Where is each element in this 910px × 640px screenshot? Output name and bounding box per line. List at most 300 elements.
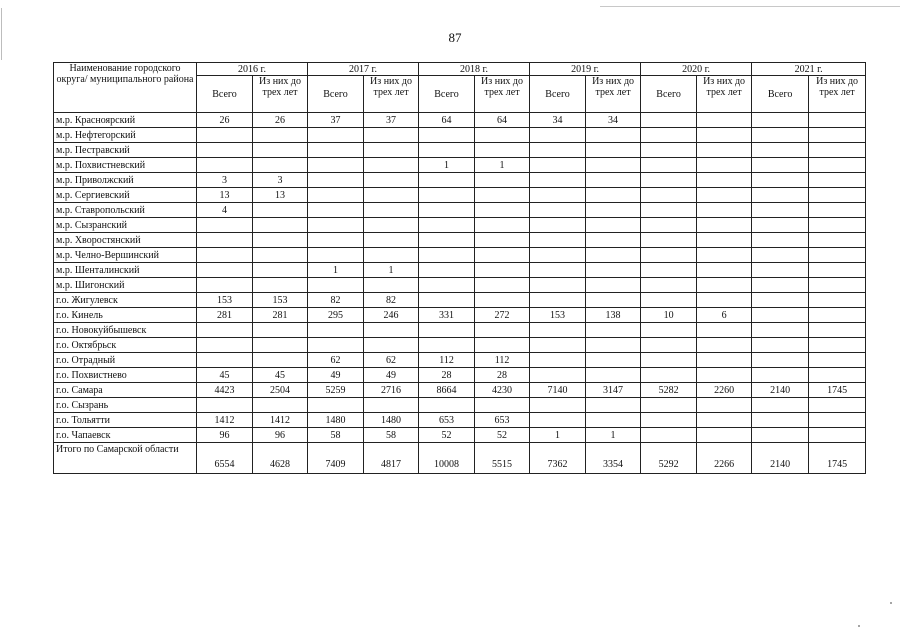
value-cell-under3 <box>697 398 752 413</box>
column-header-year: 2020 г. <box>641 63 752 76</box>
value-cell-total <box>641 278 697 293</box>
value-cell-under3 <box>809 128 866 143</box>
value-cell-under3: 653 <box>475 413 530 428</box>
value-cell-total <box>308 143 364 158</box>
table-row <box>54 143 866 158</box>
value-cell-under3: 4817 <box>364 443 419 474</box>
header-year-row <box>54 63 866 76</box>
value-cell-total <box>419 263 475 278</box>
value-cell-under3 <box>253 353 308 368</box>
value-cell-total <box>419 338 475 353</box>
value-cell-total: 64 <box>419 113 475 128</box>
value-cell-total <box>308 278 364 293</box>
value-cell-total <box>197 158 253 173</box>
value-cell-under3 <box>697 203 752 218</box>
value-cell-under3 <box>475 128 530 143</box>
value-cell-under3 <box>475 338 530 353</box>
value-cell-total <box>530 293 586 308</box>
value-cell-total <box>752 188 809 203</box>
value-cell-total <box>419 143 475 158</box>
value-cell-under3 <box>586 143 641 158</box>
value-cell-total <box>641 323 697 338</box>
value-cell-total <box>197 233 253 248</box>
value-cell-total: 153 <box>530 308 586 323</box>
value-cell-under3: 1 <box>475 158 530 173</box>
table-row <box>54 233 866 248</box>
table-row <box>54 188 866 203</box>
value-cell-under3 <box>586 233 641 248</box>
value-cell-under3 <box>697 128 752 143</box>
value-cell-under3 <box>364 188 419 203</box>
value-cell-total <box>641 263 697 278</box>
value-cell-under3 <box>586 368 641 383</box>
value-cell-total <box>530 188 586 203</box>
value-cell-under3 <box>364 128 419 143</box>
value-cell-under3: 1745 <box>809 443 866 474</box>
value-cell-total <box>752 233 809 248</box>
table-row <box>54 413 866 428</box>
value-cell-total <box>530 203 586 218</box>
table-row <box>54 248 866 263</box>
value-cell-total <box>197 128 253 143</box>
value-cell-total: 82 <box>308 293 364 308</box>
value-cell-total <box>197 218 253 233</box>
value-cell-under3 <box>697 428 752 443</box>
value-cell-under3 <box>253 263 308 278</box>
district-name: м.р. Похвистневский <box>54 158 197 173</box>
value-cell-under3 <box>809 263 866 278</box>
value-cell-total: 26 <box>197 113 253 128</box>
value-cell-total <box>419 218 475 233</box>
value-cell-under3 <box>809 398 866 413</box>
table-row <box>54 278 866 293</box>
district-name: г.о. Новокуйбышевск <box>54 323 197 338</box>
district-name: г.о. Сызрань <box>54 398 197 413</box>
column-header-total: Всего <box>752 76 809 113</box>
value-cell-total <box>419 398 475 413</box>
value-cell-total <box>752 413 809 428</box>
value-cell-total <box>419 203 475 218</box>
column-header-year: 2019 г. <box>530 63 641 76</box>
value-cell-under3 <box>253 158 308 173</box>
value-cell-under3: 246 <box>364 308 419 323</box>
value-cell-total <box>197 278 253 293</box>
value-cell-total <box>419 293 475 308</box>
value-cell-under3: 2716 <box>364 383 419 398</box>
value-cell-total: 37 <box>308 113 364 128</box>
value-cell-under3: 26 <box>253 113 308 128</box>
value-cell-under3: 5515 <box>475 443 530 474</box>
column-header-total: Всего <box>641 76 697 113</box>
value-cell-total <box>641 338 697 353</box>
value-cell-total <box>752 428 809 443</box>
value-cell-total <box>419 173 475 188</box>
value-cell-under3: 272 <box>475 308 530 323</box>
value-cell-total <box>641 353 697 368</box>
table-row <box>54 203 866 218</box>
value-cell-under3 <box>697 218 752 233</box>
value-cell-total <box>530 143 586 158</box>
district-name: м.р. Челно-Вершинский <box>54 248 197 263</box>
value-cell-total: 4423 <box>197 383 253 398</box>
district-name: м.р. Пестравский <box>54 143 197 158</box>
district-name: г.о. Кинель <box>54 308 197 323</box>
value-cell-total <box>641 368 697 383</box>
value-cell-total <box>752 263 809 278</box>
value-cell-total <box>308 158 364 173</box>
value-cell-under3 <box>475 218 530 233</box>
value-cell-under3 <box>697 338 752 353</box>
value-cell-total <box>308 218 364 233</box>
value-cell-under3 <box>253 338 308 353</box>
value-cell-under3 <box>253 248 308 263</box>
value-cell-under3: 4628 <box>253 443 308 474</box>
value-cell-under3: 1 <box>586 428 641 443</box>
value-cell-total <box>419 278 475 293</box>
value-cell-total: 7362 <box>530 443 586 474</box>
value-cell-under3 <box>475 263 530 278</box>
value-cell-total: 34 <box>530 113 586 128</box>
value-cell-total <box>752 353 809 368</box>
value-cell-total: 49 <box>308 368 364 383</box>
table-row <box>54 383 866 398</box>
table-row <box>54 308 866 323</box>
value-cell-under3: 37 <box>364 113 419 128</box>
value-cell-under3 <box>809 308 866 323</box>
value-cell-total: 58 <box>308 428 364 443</box>
value-cell-under3 <box>809 233 866 248</box>
district-name: м.р. Приволжский <box>54 173 197 188</box>
value-cell-total <box>752 338 809 353</box>
district-name: г.о. Октябрьск <box>54 338 197 353</box>
column-header-name: Наименование городского округа/ муниципального района <box>54 63 197 113</box>
value-cell-under3 <box>475 233 530 248</box>
value-cell-under3 <box>697 188 752 203</box>
value-cell-total <box>197 323 253 338</box>
value-cell-under3 <box>253 203 308 218</box>
column-header-under3: Из них до трех лет <box>475 76 530 113</box>
value-cell-under3: 45 <box>253 368 308 383</box>
column-header-year: 2018 г. <box>419 63 530 76</box>
value-cell-under3 <box>253 278 308 293</box>
value-cell-under3 <box>364 323 419 338</box>
value-cell-under3: 58 <box>364 428 419 443</box>
table-row <box>54 353 866 368</box>
district-name: м.р. Хворостянский <box>54 233 197 248</box>
value-cell-under3 <box>475 173 530 188</box>
value-cell-under3 <box>809 113 866 128</box>
value-cell-under3: 49 <box>364 368 419 383</box>
value-cell-under3 <box>253 323 308 338</box>
value-cell-under3 <box>697 353 752 368</box>
value-cell-under3 <box>809 248 866 263</box>
value-cell-total <box>308 398 364 413</box>
value-cell-under3 <box>586 263 641 278</box>
value-cell-total <box>308 338 364 353</box>
value-cell-under3 <box>586 248 641 263</box>
table-row <box>54 293 866 308</box>
value-cell-total <box>752 128 809 143</box>
table-row <box>54 338 866 353</box>
value-cell-total <box>197 338 253 353</box>
value-cell-total <box>530 398 586 413</box>
value-cell-under3 <box>809 188 866 203</box>
value-cell-under3 <box>364 248 419 263</box>
value-cell-under3 <box>475 143 530 158</box>
value-cell-total: 2140 <box>752 443 809 474</box>
value-cell-under3 <box>697 278 752 293</box>
column-header-under3: Из них до трех лет <box>253 76 308 113</box>
value-cell-total: 5282 <box>641 383 697 398</box>
total-row-label: Итого по Самарской области <box>54 443 197 474</box>
table-row <box>54 173 866 188</box>
value-cell-total <box>308 203 364 218</box>
column-header-under3: Из них до трех лет <box>697 76 752 113</box>
column-header-year: 2016 г. <box>197 63 308 76</box>
value-cell-under3 <box>586 158 641 173</box>
value-cell-under3: 3 <box>253 173 308 188</box>
value-cell-total <box>641 158 697 173</box>
value-cell-under3 <box>697 368 752 383</box>
value-cell-under3 <box>697 173 752 188</box>
value-cell-total <box>752 218 809 233</box>
value-cell-total: 3 <box>197 173 253 188</box>
value-cell-total <box>752 173 809 188</box>
column-header-under3: Из них до трех лет <box>364 76 419 113</box>
value-cell-total: 5292 <box>641 443 697 474</box>
district-name: м.р. Сергиевский <box>54 188 197 203</box>
value-cell-total <box>530 233 586 248</box>
value-cell-under3 <box>475 203 530 218</box>
value-cell-total: 6554 <box>197 443 253 474</box>
value-cell-total: 112 <box>419 353 475 368</box>
value-cell-under3 <box>586 338 641 353</box>
statistics-table <box>53 62 866 474</box>
value-cell-total <box>530 218 586 233</box>
value-cell-under3 <box>364 143 419 158</box>
value-cell-under3 <box>586 278 641 293</box>
value-cell-total <box>419 323 475 338</box>
table-row <box>54 113 866 128</box>
district-name: м.р. Шенталинский <box>54 263 197 278</box>
value-cell-under3 <box>697 293 752 308</box>
value-cell-under3 <box>253 398 308 413</box>
value-cell-total: 45 <box>197 368 253 383</box>
value-cell-under3: 281 <box>253 308 308 323</box>
value-cell-under3 <box>586 128 641 143</box>
value-cell-under3 <box>809 353 866 368</box>
value-cell-under3 <box>586 188 641 203</box>
value-cell-under3: 62 <box>364 353 419 368</box>
column-header-year: 2017 г. <box>308 63 419 76</box>
value-cell-total <box>752 293 809 308</box>
value-cell-under3: 1 <box>364 263 419 278</box>
table-row <box>54 218 866 233</box>
value-cell-under3 <box>253 128 308 143</box>
value-cell-under3 <box>475 323 530 338</box>
value-cell-under3: 3147 <box>586 383 641 398</box>
value-cell-total <box>530 278 586 293</box>
value-cell-under3 <box>809 368 866 383</box>
value-cell-total <box>530 128 586 143</box>
value-cell-total: 4 <box>197 203 253 218</box>
scan-speck <box>890 602 892 604</box>
value-cell-total <box>419 233 475 248</box>
value-cell-under3: 153 <box>253 293 308 308</box>
value-cell-total: 653 <box>419 413 475 428</box>
value-cell-total <box>752 113 809 128</box>
value-cell-total <box>641 143 697 158</box>
value-cell-under3: 28 <box>475 368 530 383</box>
table-row <box>54 368 866 383</box>
value-cell-total <box>530 338 586 353</box>
value-cell-under3 <box>475 398 530 413</box>
value-cell-total: 2140 <box>752 383 809 398</box>
value-cell-under3: 112 <box>475 353 530 368</box>
value-cell-under3: 6 <box>697 308 752 323</box>
value-cell-under3 <box>364 158 419 173</box>
value-cell-total: 10008 <box>419 443 475 474</box>
value-cell-total: 1480 <box>308 413 364 428</box>
district-name: г.о. Жигулевск <box>54 293 197 308</box>
value-cell-under3: 3354 <box>586 443 641 474</box>
value-cell-under3: 2266 <box>697 443 752 474</box>
value-cell-total <box>308 248 364 263</box>
value-cell-under3 <box>475 248 530 263</box>
value-cell-total: 13 <box>197 188 253 203</box>
value-cell-under3: 64 <box>475 113 530 128</box>
value-cell-total <box>752 308 809 323</box>
value-cell-total <box>752 323 809 338</box>
value-cell-total: 1 <box>530 428 586 443</box>
value-cell-total <box>197 398 253 413</box>
district-name: м.р. Ставропольский <box>54 203 197 218</box>
district-name: г.о. Похвистнево <box>54 368 197 383</box>
value-cell-under3 <box>586 353 641 368</box>
value-cell-under3 <box>253 218 308 233</box>
value-cell-under3 <box>253 143 308 158</box>
value-cell-total <box>530 248 586 263</box>
value-cell-total <box>641 218 697 233</box>
value-cell-total <box>308 128 364 143</box>
value-cell-total <box>641 293 697 308</box>
value-cell-under3 <box>809 338 866 353</box>
value-cell-total: 1 <box>419 158 475 173</box>
column-header-under3: Из них до трех лет <box>586 76 641 113</box>
value-cell-under3 <box>253 233 308 248</box>
value-cell-under3 <box>809 413 866 428</box>
value-cell-total <box>641 233 697 248</box>
value-cell-total <box>641 113 697 128</box>
value-cell-under3 <box>809 218 866 233</box>
district-name: г.о. Отрадный <box>54 353 197 368</box>
value-cell-under3 <box>809 158 866 173</box>
value-cell-total <box>530 413 586 428</box>
column-header-year: 2021 г. <box>752 63 866 76</box>
value-cell-under3 <box>697 143 752 158</box>
value-cell-total: 331 <box>419 308 475 323</box>
column-header-total: Всего <box>197 76 253 113</box>
value-cell-total: 62 <box>308 353 364 368</box>
value-cell-under3 <box>364 173 419 188</box>
value-cell-under3 <box>475 188 530 203</box>
value-cell-under3: 82 <box>364 293 419 308</box>
district-name: м.р. Шигонский <box>54 278 197 293</box>
value-cell-total <box>419 128 475 143</box>
value-cell-total <box>641 248 697 263</box>
district-name: м.р. Нефтегорский <box>54 128 197 143</box>
value-cell-total: 1 <box>308 263 364 278</box>
value-cell-total <box>530 173 586 188</box>
table-total-row <box>54 443 866 474</box>
value-cell-under3 <box>697 158 752 173</box>
table-row <box>54 128 866 143</box>
value-cell-under3 <box>586 323 641 338</box>
value-cell-under3 <box>364 278 419 293</box>
value-cell-total <box>641 188 697 203</box>
table-row <box>54 398 866 413</box>
scan-speck <box>858 625 860 627</box>
value-cell-under3 <box>809 428 866 443</box>
value-cell-under3 <box>475 278 530 293</box>
value-cell-total <box>752 248 809 263</box>
value-cell-under3: 34 <box>586 113 641 128</box>
value-cell-total <box>752 203 809 218</box>
table-row <box>54 323 866 338</box>
value-cell-under3 <box>809 293 866 308</box>
value-cell-total: 10 <box>641 308 697 323</box>
value-cell-total: 5259 <box>308 383 364 398</box>
value-cell-total <box>752 398 809 413</box>
value-cell-under3 <box>364 203 419 218</box>
value-cell-total <box>641 398 697 413</box>
value-cell-under3 <box>697 413 752 428</box>
value-cell-total <box>752 143 809 158</box>
value-cell-total <box>641 413 697 428</box>
value-cell-total <box>197 143 253 158</box>
value-cell-under3: 4230 <box>475 383 530 398</box>
value-cell-total: 7140 <box>530 383 586 398</box>
value-cell-under3 <box>697 233 752 248</box>
table-row <box>54 158 866 173</box>
page-number: 87 <box>448 30 462 45</box>
value-cell-total: 7409 <box>308 443 364 474</box>
column-header-total: Всего <box>308 76 364 113</box>
value-cell-under3: 1480 <box>364 413 419 428</box>
value-cell-total <box>419 248 475 263</box>
value-cell-total: 52 <box>419 428 475 443</box>
value-cell-under3 <box>586 173 641 188</box>
table-row <box>54 263 866 278</box>
value-cell-total <box>641 203 697 218</box>
value-cell-total: 1412 <box>197 413 253 428</box>
value-cell-under3 <box>364 218 419 233</box>
value-cell-total <box>752 158 809 173</box>
value-cell-total <box>752 368 809 383</box>
value-cell-under3: 13 <box>253 188 308 203</box>
column-header-total: Всего <box>530 76 586 113</box>
district-name: г.о. Самара <box>54 383 197 398</box>
value-cell-under3 <box>364 338 419 353</box>
value-cell-under3: 2260 <box>697 383 752 398</box>
value-cell-under3 <box>586 398 641 413</box>
value-cell-under3 <box>697 248 752 263</box>
value-cell-under3 <box>809 203 866 218</box>
column-header-under3: Из них до трех лет <box>809 76 866 113</box>
value-cell-total: 96 <box>197 428 253 443</box>
value-cell-under3: 96 <box>253 428 308 443</box>
value-cell-total <box>641 128 697 143</box>
